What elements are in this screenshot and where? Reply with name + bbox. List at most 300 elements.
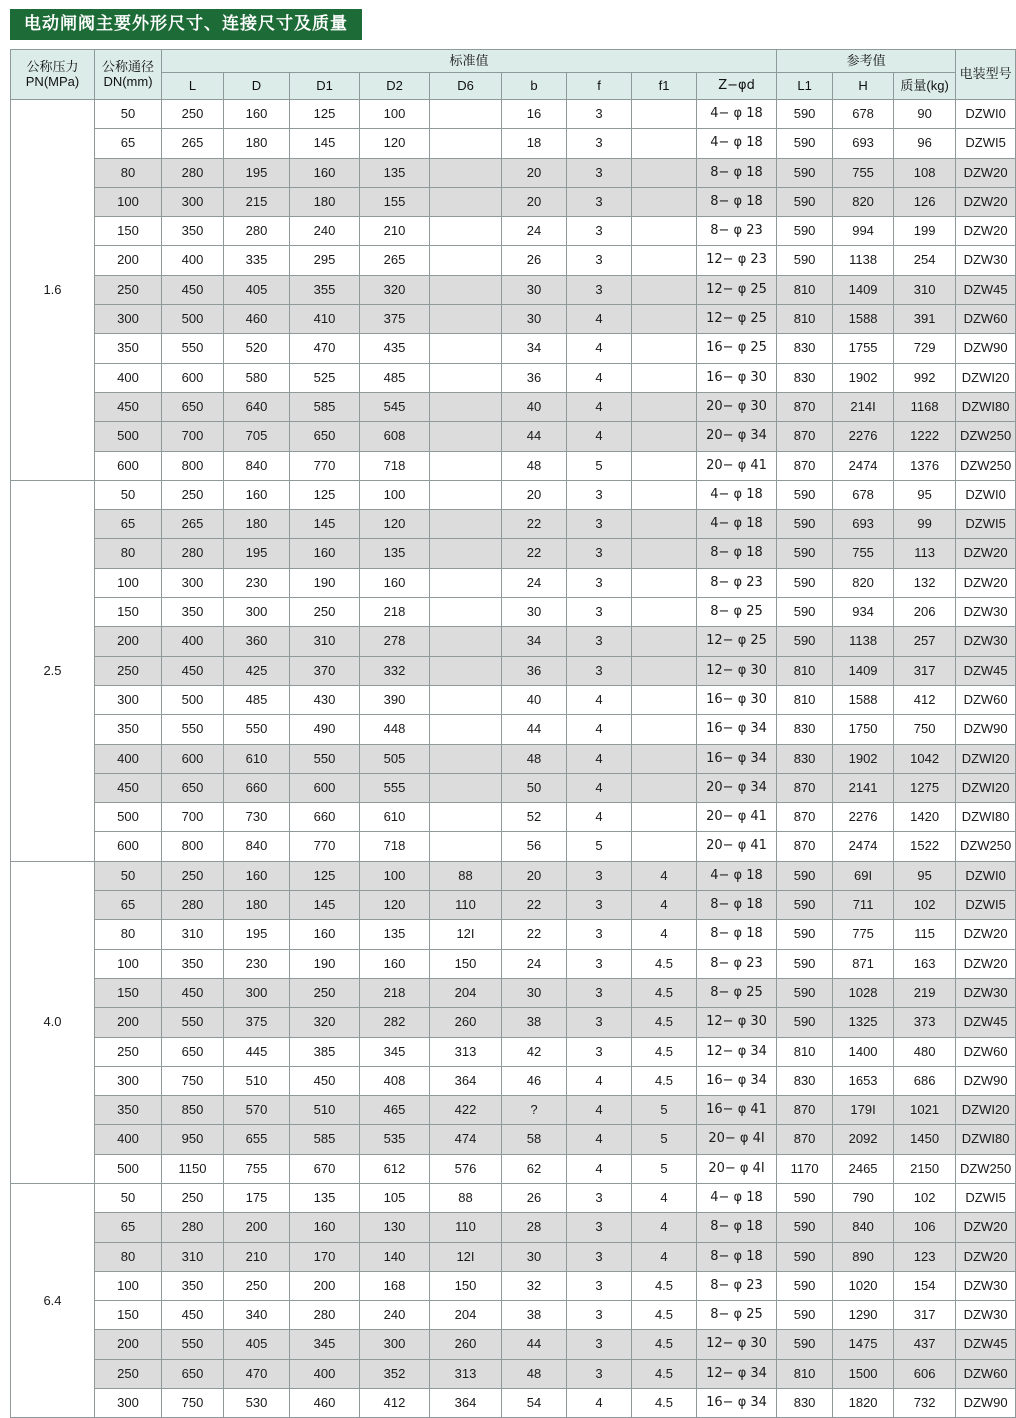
cell-L: 500 <box>162 305 224 334</box>
cell-D: 160 <box>224 480 290 509</box>
table-row <box>11 949 1016 978</box>
cell-D6 <box>430 715 502 744</box>
cell-D2: 168 <box>360 1271 430 1300</box>
cell-f: 3 <box>567 1359 632 1388</box>
cell-b: 44 <box>502 715 567 744</box>
header-col-D: D <box>224 73 290 100</box>
cell-D: 485 <box>224 685 290 714</box>
table-row <box>11 656 1016 685</box>
cell-b: 30 <box>502 1242 567 1271</box>
cell-Zd: 20− φ 41 <box>697 832 777 861</box>
cell-H: 1138 <box>833 627 894 656</box>
header-col-f: f <box>567 73 632 100</box>
cell-D: 180 <box>224 891 290 920</box>
cell-f1 <box>632 451 697 480</box>
cell-mass: 310 <box>894 275 956 304</box>
table-row <box>11 715 1016 744</box>
cell-nominal-diameter: 350 <box>95 1096 162 1125</box>
cell-f1: 4 <box>632 1213 697 1242</box>
cell-mass: 750 <box>894 715 956 744</box>
cell-Zd: 8− φ 25 <box>697 1301 777 1330</box>
cell-D2: 100 <box>360 480 430 509</box>
cell-D2: 100 <box>360 100 430 129</box>
cell-H: 693 <box>833 129 894 158</box>
cell-H: 1588 <box>833 305 894 334</box>
cell-f1: 4.5 <box>632 978 697 1007</box>
cell-D: 470 <box>224 1359 290 1388</box>
cell-b: 62 <box>502 1154 567 1183</box>
cell-D2: 352 <box>360 1359 430 1388</box>
cell-H: 1028 <box>833 978 894 1007</box>
cell-actuator-model: DZW250 <box>956 451 1016 480</box>
cell-f: 4 <box>567 392 632 421</box>
cell-L: 450 <box>162 978 224 1007</box>
cell-actuator-model: DZWI80 <box>956 392 1016 421</box>
cell-b: 42 <box>502 1037 567 1066</box>
cell-nominal-pressure: 2.5 <box>11 480 95 861</box>
cell-D1: 370 <box>290 656 360 685</box>
cell-D6 <box>430 832 502 861</box>
header-col-z-phi-d: Z−φd <box>697 73 777 100</box>
cell-D: 530 <box>224 1389 290 1418</box>
cell-L1: 1170 <box>777 1154 833 1183</box>
cell-D6: 576 <box>430 1154 502 1183</box>
cell-Zd: 8− φ 18 <box>697 920 777 949</box>
cell-D6 <box>430 422 502 451</box>
cell-D2: 100 <box>360 861 430 890</box>
cell-f: 4 <box>567 744 632 773</box>
cell-f: 3 <box>567 1008 632 1037</box>
cell-b: 38 <box>502 1008 567 1037</box>
cell-Zd: 8− φ 18 <box>697 187 777 216</box>
cell-actuator-model: DZW90 <box>956 1389 1016 1418</box>
cell-H: 711 <box>833 891 894 920</box>
cell-D: 300 <box>224 598 290 627</box>
cell-Zd: 4− φ 18 <box>697 1183 777 1212</box>
cell-L1: 590 <box>777 1213 833 1242</box>
cell-H: 1750 <box>833 715 894 744</box>
cell-D2: 345 <box>360 1037 430 1066</box>
cell-D1: 400 <box>290 1359 360 1388</box>
cell-D6 <box>430 187 502 216</box>
cell-L1: 590 <box>777 1330 833 1359</box>
table-row <box>11 1008 1016 1037</box>
cell-b: 22 <box>502 920 567 949</box>
cell-L1: 830 <box>777 1066 833 1095</box>
cell-H: 1902 <box>833 363 894 392</box>
cell-L: 500 <box>162 685 224 714</box>
header-col-D2: D2 <box>360 73 430 100</box>
cell-D2: 408 <box>360 1066 430 1095</box>
cell-nominal-diameter: 80 <box>95 920 162 949</box>
cell-D: 570 <box>224 1096 290 1125</box>
table-row <box>11 539 1016 568</box>
cell-nominal-diameter: 400 <box>95 1125 162 1154</box>
cell-actuator-model: DZWI5 <box>956 891 1016 920</box>
cell-D1: 770 <box>290 832 360 861</box>
cell-D1: 170 <box>290 1242 360 1271</box>
cell-L1: 830 <box>777 1389 833 1418</box>
header-col-D1: D1 <box>290 73 360 100</box>
cell-Zd: 8− φ 23 <box>697 568 777 597</box>
cell-L1: 590 <box>777 217 833 246</box>
table-row <box>11 334 1016 363</box>
cell-L: 600 <box>162 363 224 392</box>
cell-f1: 4.5 <box>632 1301 697 1330</box>
cell-f: 4 <box>567 305 632 334</box>
table-row <box>11 217 1016 246</box>
cell-D6: 364 <box>430 1389 502 1418</box>
cell-D: 375 <box>224 1008 290 1037</box>
cell-D2: 545 <box>360 392 430 421</box>
cell-D1: 125 <box>290 100 360 129</box>
cell-D2: 718 <box>360 832 430 861</box>
cell-D1: 310 <box>290 627 360 656</box>
cell-f: 3 <box>567 598 632 627</box>
cell-b: 24 <box>502 217 567 246</box>
cell-mass: 1376 <box>894 451 956 480</box>
cell-b: 44 <box>502 1330 567 1359</box>
cell-nominal-diameter: 600 <box>95 832 162 861</box>
cell-L1: 870 <box>777 773 833 802</box>
cell-actuator-model: DZW60 <box>956 305 1016 334</box>
cell-b: ? <box>502 1096 567 1125</box>
cell-f: 3 <box>567 920 632 949</box>
cell-f1 <box>632 832 697 861</box>
cell-D1: 320 <box>290 1008 360 1037</box>
cell-nominal-diameter: 400 <box>95 744 162 773</box>
table-row <box>11 1359 1016 1388</box>
cell-f: 3 <box>567 978 632 1007</box>
cell-mass: 199 <box>894 217 956 246</box>
cell-H: 2474 <box>833 832 894 861</box>
cell-f1 <box>632 422 697 451</box>
cell-L: 450 <box>162 275 224 304</box>
header-col-L: L <box>162 73 224 100</box>
cell-mass: 115 <box>894 920 956 949</box>
cell-nominal-diameter: 200 <box>95 246 162 275</box>
header-dn-line2: DN(mm) <box>103 73 153 89</box>
cell-b: 34 <box>502 627 567 656</box>
cell-b: 58 <box>502 1125 567 1154</box>
cell-mass: 219 <box>894 978 956 1007</box>
cell-D2: 505 <box>360 744 430 773</box>
cell-D6: 150 <box>430 949 502 978</box>
cell-D: 230 <box>224 949 290 978</box>
cell-mass: 480 <box>894 1037 956 1066</box>
cell-D6 <box>430 334 502 363</box>
header-nominal-diameter <box>95 50 162 100</box>
cell-L: 1150 <box>162 1154 224 1183</box>
table-row <box>11 451 1016 480</box>
cell-D2: 412 <box>360 1389 430 1418</box>
cell-L1: 590 <box>777 978 833 1007</box>
cell-L: 400 <box>162 627 224 656</box>
cell-mass: 686 <box>894 1066 956 1095</box>
cell-D1: 190 <box>290 949 360 978</box>
table-row <box>11 1066 1016 1095</box>
cell-f: 3 <box>567 1301 632 1330</box>
cell-f1 <box>632 158 697 187</box>
cell-Zd: 16− φ 30 <box>697 685 777 714</box>
cell-L1: 590 <box>777 100 833 129</box>
cell-b: 30 <box>502 978 567 1007</box>
cell-f: 3 <box>567 1183 632 1212</box>
cell-L1: 590 <box>777 480 833 509</box>
cell-nominal-diameter: 250 <box>95 275 162 304</box>
cell-f1: 4 <box>632 1183 697 1212</box>
cell-nominal-diameter: 100 <box>95 568 162 597</box>
header-col-H: H <box>833 73 894 100</box>
cell-D6: 88 <box>430 1183 502 1212</box>
cell-D6: 260 <box>430 1330 502 1359</box>
cell-actuator-model: DZW20 <box>956 949 1016 978</box>
cell-mass: 206 <box>894 598 956 627</box>
cell-mass: 1222 <box>894 422 956 451</box>
cell-Zd: 8− φ 18 <box>697 1242 777 1271</box>
cell-f1 <box>632 480 697 509</box>
cell-D2: 135 <box>360 920 430 949</box>
cell-f1: 4.5 <box>632 1359 697 1388</box>
cell-D2: 485 <box>360 363 430 392</box>
cell-D1: 145 <box>290 129 360 158</box>
cell-f: 4 <box>567 1096 632 1125</box>
cell-nominal-diameter: 50 <box>95 100 162 129</box>
cell-H: 1020 <box>833 1271 894 1300</box>
cell-L1: 870 <box>777 451 833 480</box>
cell-f: 3 <box>567 891 632 920</box>
cell-mass: 163 <box>894 949 956 978</box>
cell-D6 <box>430 100 502 129</box>
cell-Zd: 12− φ 25 <box>697 275 777 304</box>
cell-mass: 391 <box>894 305 956 334</box>
cell-f: 5 <box>567 451 632 480</box>
cell-L: 265 <box>162 129 224 158</box>
cell-mass: 992 <box>894 363 956 392</box>
cell-Zd: 12− φ 30 <box>697 656 777 685</box>
cell-Zd: 8− φ 23 <box>697 1271 777 1300</box>
cell-D2: 265 <box>360 246 430 275</box>
cell-D2: 390 <box>360 685 430 714</box>
cell-Zd: 16− φ 34 <box>697 1389 777 1418</box>
cell-D6 <box>430 305 502 334</box>
cell-f1 <box>632 744 697 773</box>
cell-b: 26 <box>502 1183 567 1212</box>
cell-nominal-diameter: 200 <box>95 627 162 656</box>
cell-b: 44 <box>502 422 567 451</box>
cell-f1: 4.5 <box>632 1008 697 1037</box>
cell-H: 2474 <box>833 451 894 480</box>
cell-D: 300 <box>224 978 290 1007</box>
table-row <box>11 187 1016 216</box>
cell-Zd: 8− φ 18 <box>697 1213 777 1242</box>
cell-nominal-diameter: 50 <box>95 861 162 890</box>
cell-f1 <box>632 510 697 539</box>
cell-L1: 590 <box>777 920 833 949</box>
cell-f1: 4.5 <box>632 1066 697 1095</box>
table-row <box>11 832 1016 861</box>
table-row <box>11 1389 1016 1418</box>
cell-D6 <box>430 656 502 685</box>
cell-actuator-model: DZW250 <box>956 1154 1016 1183</box>
cell-b: 46 <box>502 1066 567 1095</box>
cell-actuator-model: DZW20 <box>956 920 1016 949</box>
cell-b: 20 <box>502 158 567 187</box>
cell-L1: 870 <box>777 1096 833 1125</box>
cell-H: 1400 <box>833 1037 894 1066</box>
cell-D6: 110 <box>430 891 502 920</box>
cell-nominal-diameter: 80 <box>95 539 162 568</box>
cell-L: 310 <box>162 1242 224 1271</box>
header-col-L1: L1 <box>777 73 833 100</box>
header-col-b: b <box>502 73 567 100</box>
cell-L: 550 <box>162 1008 224 1037</box>
cell-b: 16 <box>502 100 567 129</box>
cell-L1: 590 <box>777 949 833 978</box>
cell-nominal-pressure: 1.6 <box>11 100 95 481</box>
cell-D6: 204 <box>430 978 502 1007</box>
cell-D: 705 <box>224 422 290 451</box>
cell-actuator-model: DZW45 <box>956 275 1016 304</box>
cell-L: 550 <box>162 715 224 744</box>
header-dn-line1: 公称通径 <box>101 59 154 75</box>
cell-D6 <box>430 158 502 187</box>
cell-Zd: 8− φ 23 <box>697 217 777 246</box>
cell-actuator-model: DZW30 <box>956 627 1016 656</box>
cell-Zd: 12− φ 25 <box>697 305 777 334</box>
cell-L: 310 <box>162 920 224 949</box>
cell-D6 <box>430 510 502 539</box>
cell-f1: 4.5 <box>632 1037 697 1066</box>
cell-actuator-model: DZWI20 <box>956 773 1016 802</box>
table-row <box>11 480 1016 509</box>
cell-L1: 870 <box>777 1125 833 1154</box>
cell-nominal-diameter: 450 <box>95 392 162 421</box>
cell-Zd: 8− φ 18 <box>697 158 777 187</box>
cell-f1 <box>632 539 697 568</box>
cell-L: 300 <box>162 187 224 216</box>
cell-D2: 278 <box>360 627 430 656</box>
cell-mass: 113 <box>894 539 956 568</box>
table-row <box>11 1271 1016 1300</box>
cell-H: 820 <box>833 568 894 597</box>
cell-H: 1653 <box>833 1066 894 1095</box>
cell-L1: 590 <box>777 861 833 890</box>
cell-b: 56 <box>502 832 567 861</box>
cell-D1: 295 <box>290 246 360 275</box>
cell-f1 <box>632 334 697 363</box>
cell-nominal-diameter: 200 <box>95 1008 162 1037</box>
cell-D2: 448 <box>360 715 430 744</box>
cell-mass: 317 <box>894 1301 956 1330</box>
cell-f1: 4 <box>632 891 697 920</box>
cell-D2: 718 <box>360 451 430 480</box>
cell-actuator-model: DZWI80 <box>956 1125 1016 1154</box>
header-pn-line2: PN(MPa) <box>25 73 80 89</box>
cell-Zd: 12− φ 34 <box>697 1037 777 1066</box>
cell-actuator-model: DZWI5 <box>956 1183 1016 1212</box>
cell-nominal-diameter: 50 <box>95 1183 162 1212</box>
cell-L: 300 <box>162 568 224 597</box>
cell-actuator-model: DZWI0 <box>956 100 1016 129</box>
cell-H: 994 <box>833 217 894 246</box>
cell-L1: 590 <box>777 598 833 627</box>
cell-Zd: 16− φ 30 <box>697 363 777 392</box>
cell-b: 50 <box>502 773 567 802</box>
cell-D6 <box>430 217 502 246</box>
cell-b: 22 <box>502 539 567 568</box>
cell-D2: 320 <box>360 275 430 304</box>
cell-D6 <box>430 275 502 304</box>
cell-D2: 135 <box>360 158 430 187</box>
cell-D1: 180 <box>290 187 360 216</box>
cell-nominal-diameter: 250 <box>95 1037 162 1066</box>
cell-H: 2276 <box>833 422 894 451</box>
cell-f1 <box>632 246 697 275</box>
cell-H: 871 <box>833 949 894 978</box>
cell-b: 24 <box>502 568 567 597</box>
cell-mass: 95 <box>894 480 956 509</box>
cell-D2: 120 <box>360 510 430 539</box>
cell-nominal-diameter: 50 <box>95 480 162 509</box>
cell-b: 30 <box>502 275 567 304</box>
cell-D6 <box>430 744 502 773</box>
cell-D2: 535 <box>360 1125 430 1154</box>
table-row <box>11 1213 1016 1242</box>
cell-H: 678 <box>833 100 894 129</box>
cell-f: 3 <box>567 1037 632 1066</box>
cell-actuator-model: DZW20 <box>956 158 1016 187</box>
cell-D: 195 <box>224 539 290 568</box>
table-header <box>11 50 1016 100</box>
cell-D6 <box>430 773 502 802</box>
cell-D1: 385 <box>290 1037 360 1066</box>
cell-D: 520 <box>224 334 290 363</box>
cell-f: 4 <box>567 715 632 744</box>
cell-f1 <box>632 129 697 158</box>
cell-f: 4 <box>567 1154 632 1183</box>
cell-D2: 612 <box>360 1154 430 1183</box>
cell-D1: 160 <box>290 920 360 949</box>
cell-D1: 510 <box>290 1096 360 1125</box>
cell-actuator-model: DZW20 <box>956 539 1016 568</box>
cell-nominal-diameter: 300 <box>95 305 162 334</box>
cell-D1: 160 <box>290 158 360 187</box>
cell-f: 3 <box>567 129 632 158</box>
cell-L1: 810 <box>777 275 833 304</box>
cell-L1: 810 <box>777 656 833 685</box>
cell-H: 678 <box>833 480 894 509</box>
cell-mass: 437 <box>894 1330 956 1359</box>
cell-L1: 830 <box>777 715 833 744</box>
cell-L1: 590 <box>777 1301 833 1330</box>
cell-b: 36 <box>502 656 567 685</box>
cell-H: 2092 <box>833 1125 894 1154</box>
cell-D: 730 <box>224 803 290 832</box>
cell-D: 755 <box>224 1154 290 1183</box>
cell-b: 32 <box>502 1271 567 1300</box>
cell-b: 28 <box>502 1213 567 1242</box>
header-nominal-pressure <box>11 50 95 100</box>
cell-f1: 4.5 <box>632 1389 697 1418</box>
cell-f1 <box>632 715 697 744</box>
cell-f: 3 <box>567 861 632 890</box>
cell-H: 69I <box>833 861 894 890</box>
cell-H: 1902 <box>833 744 894 773</box>
cell-Zd: 12− φ 30 <box>697 1008 777 1037</box>
specification-table <box>10 49 1016 1418</box>
cell-Zd: 20− φ 30 <box>697 392 777 421</box>
